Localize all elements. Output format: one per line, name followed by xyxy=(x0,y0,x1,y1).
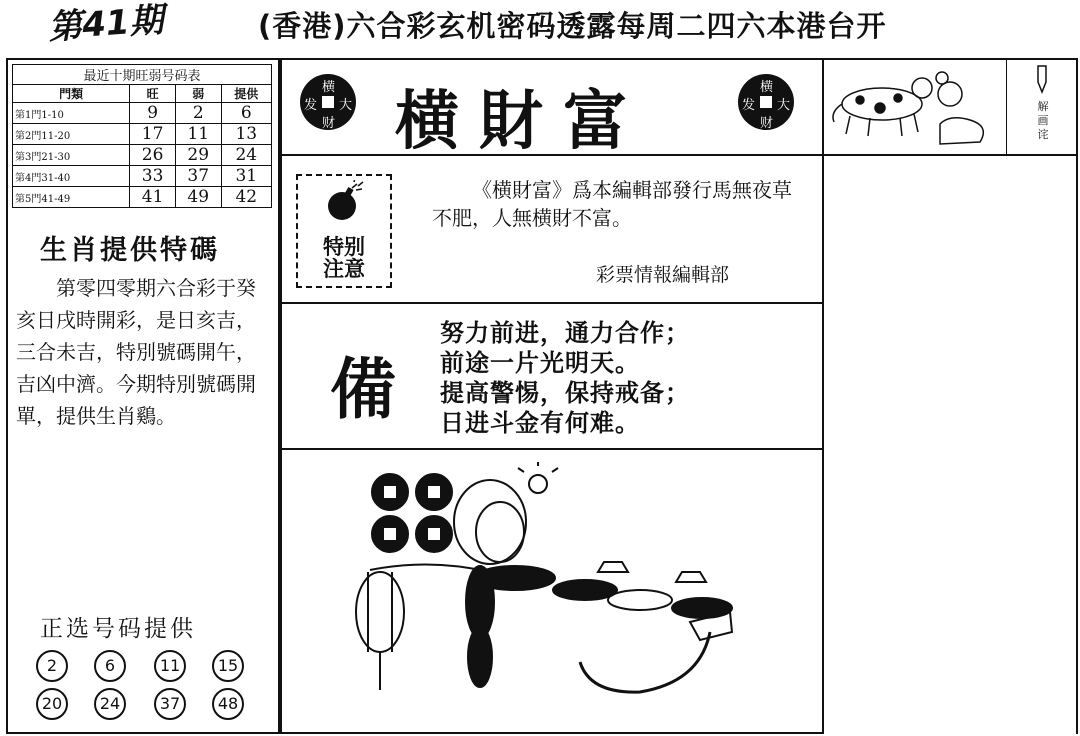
pick-number: 6 xyxy=(94,650,126,682)
column-header: 提供 xyxy=(221,85,271,103)
table-caption: 最近十期旺弱号码表 xyxy=(13,65,272,85)
column-header: 旺 xyxy=(130,85,176,103)
table-cell: 24 xyxy=(221,145,271,166)
table-cell: 17 xyxy=(130,124,176,145)
hot-cold-table xyxy=(12,64,272,208)
table-cell: 11 xyxy=(175,124,221,145)
poem-line: 提高警惕，保持戒备； xyxy=(440,379,690,407)
bomb-icon xyxy=(324,180,366,224)
signature: 彩票情報編輯部 xyxy=(596,264,730,286)
divider xyxy=(1006,58,1007,156)
cat-illustration xyxy=(830,64,1002,152)
row-label: 第4門31-40 xyxy=(13,166,130,187)
table-row xyxy=(13,145,272,166)
coin-icon: 横 发 大 财 xyxy=(300,74,356,130)
coin-icon: 横 发 大 财 xyxy=(738,74,794,130)
intro-text: 《横財富》爲本編輯部發行馬無夜草不肥，人無横財不富。 xyxy=(432,178,792,230)
pick-number: 24 xyxy=(94,688,126,720)
table-cell: 26 xyxy=(130,145,176,166)
pick-number: 15 xyxy=(212,650,244,682)
row-label: 第5門41-49 xyxy=(13,187,130,208)
table-cell: 49 xyxy=(175,187,221,208)
zodiac-title: 生肖提供特碼 xyxy=(40,235,220,266)
zodiac-text: 第零四零期六合彩于癸亥日戌時開彩，是日亥吉，三合未吉，特別號碼開午，吉凶中濟。今期特別號碼開單，提供生肖鷄。 xyxy=(16,276,256,428)
table-row xyxy=(13,187,272,208)
poem-line: 日进斗金有何难。 xyxy=(440,409,640,437)
pick-number: 48 xyxy=(212,688,244,720)
divider xyxy=(280,302,824,304)
table-cell: 33 xyxy=(130,166,176,187)
right-edge xyxy=(1076,58,1078,734)
table-cell: 2 xyxy=(175,103,221,124)
pick-title: 正选号码提供 xyxy=(40,616,196,642)
issue-number: 第41期 xyxy=(46,0,165,48)
column-header: 弱 xyxy=(175,85,221,103)
poem xyxy=(440,318,690,438)
pick-number: 2 xyxy=(36,650,68,682)
pick-number: 11 xyxy=(154,650,186,682)
row-label: 第2門11-20 xyxy=(13,124,130,145)
table-row xyxy=(13,103,272,124)
table-cell: 37 xyxy=(175,166,221,187)
table-row xyxy=(13,124,272,145)
masthead-title: 横財富 xyxy=(395,84,647,159)
table-cell: 29 xyxy=(175,145,221,166)
table-cell: 42 xyxy=(221,187,271,208)
hint-character: 備 xyxy=(330,350,396,428)
row-label: 第1門1-10 xyxy=(13,103,130,124)
poem-line: 努力前进，通力合作； xyxy=(440,319,690,347)
table-row xyxy=(13,166,272,187)
notice-label: 特别注意 xyxy=(323,235,365,281)
vertical-caption: 解画诧 xyxy=(1037,100,1049,141)
poem-line: 前途一片光明天。 xyxy=(440,349,640,377)
table-cell: 31 xyxy=(221,166,271,187)
row-label: 第3門21-30 xyxy=(13,145,130,166)
pick-number: 37 xyxy=(154,688,186,720)
table-cell: 13 xyxy=(221,124,271,145)
table-cell: 6 xyxy=(221,103,271,124)
table-cell: 9 xyxy=(130,103,176,124)
pointing-hand-icon xyxy=(1032,64,1054,96)
column-header: 門類 xyxy=(13,85,130,103)
table-cell: 41 xyxy=(130,187,176,208)
headline: (香港)六合彩玄机密码透露每周二四六本港台开 xyxy=(258,9,887,43)
divider xyxy=(280,448,824,450)
pick-number: 20 xyxy=(36,688,68,720)
fortune-illustration xyxy=(340,462,740,712)
